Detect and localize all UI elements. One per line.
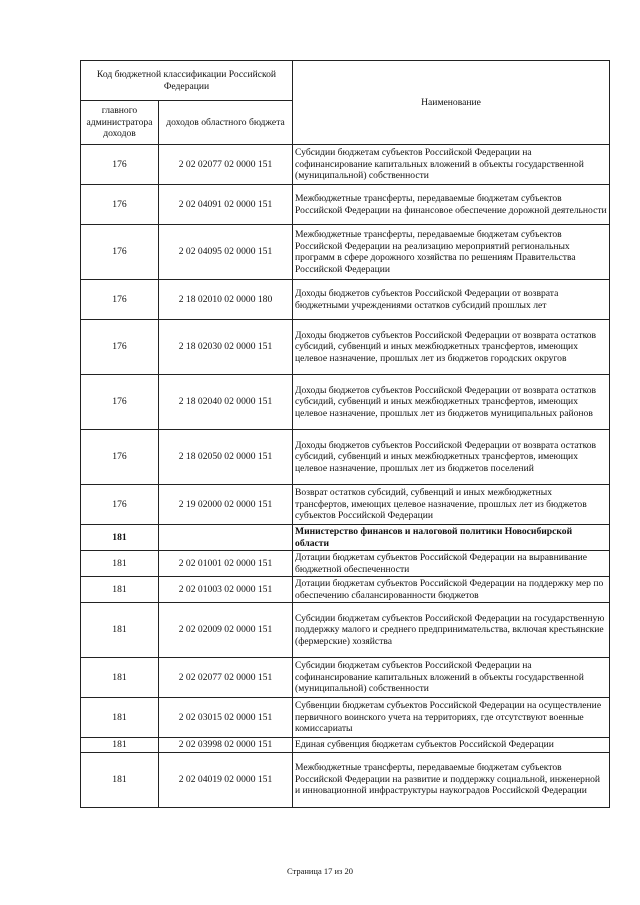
code-cell: 2 18 02030 02 0000 151 bbox=[159, 320, 293, 375]
code-cell: 2 02 04095 02 0000 151 bbox=[159, 225, 293, 280]
name-cell: Министерство финансов и налоговой политики Новосибирской области bbox=[293, 525, 610, 551]
code-cell: 2 02 02009 02 0000 151 bbox=[159, 603, 293, 658]
budget-classification-table bbox=[80, 60, 610, 808]
code-cell: 2 18 02010 02 0000 180 bbox=[159, 280, 293, 320]
admin-cell: 181 bbox=[81, 603, 159, 658]
table-row bbox=[81, 320, 610, 375]
table-row bbox=[81, 525, 610, 551]
name-cell: Субсидии бюджетам субъектов Российской Федерации на софинансирование капитальных вложений в объекты государственной (муниципальной) собственности bbox=[293, 145, 610, 185]
admin-cell: 181 bbox=[81, 577, 159, 603]
admin-cell: 176 bbox=[81, 145, 159, 185]
name-cell: Доходы бюджетов субъектов Российской Федерации от возврата остатков субсидий, субвенций и иных межбюджетных трансфертов, имеющих целевое назначение, прошлых лет из бюджетов муниципальных районов bbox=[293, 375, 610, 430]
admin-cell: 176 bbox=[81, 485, 159, 525]
header-code: доходов областного бюджета bbox=[159, 101, 293, 145]
table-row bbox=[81, 485, 610, 525]
admin-cell: 176 bbox=[81, 375, 159, 430]
code-cell: 2 02 03998 02 0000 151 bbox=[159, 738, 293, 753]
name-cell: Доходы бюджетов субъектов Российской Федерации от возврата остатков субсидий, субвенций и иных межбюджетных трансфертов, имеющих целевое назначение, прошлых лет из бюджетов поселений bbox=[293, 430, 610, 485]
name-cell: Доходы бюджетов субъектов Российской Федерации от возврата бюджетными учреждениями остатков субсидий прошлых лет bbox=[293, 280, 610, 320]
admin-cell: 176 bbox=[81, 280, 159, 320]
table-row bbox=[81, 658, 610, 698]
code-cell: 2 02 02077 02 0000 151 bbox=[159, 658, 293, 698]
admin-cell: 176 bbox=[81, 225, 159, 280]
admin-cell: 181 bbox=[81, 525, 159, 551]
header-group-title: Код бюджетной классификации Российской Федерации bbox=[81, 61, 293, 101]
admin-cell: 181 bbox=[81, 738, 159, 753]
table-row bbox=[81, 280, 610, 320]
admin-cell: 176 bbox=[81, 430, 159, 485]
name-cell: Возврат остатков субсидий, субвенций и иных межбюджетных трансфертов, имеющих целевое назначение, прошлых лет из бюджетов субъектов Российской Федерации bbox=[293, 485, 610, 525]
header-name: Наименование bbox=[293, 61, 610, 145]
table-header bbox=[81, 61, 610, 145]
code-cell: 2 02 01003 02 0000 151 bbox=[159, 577, 293, 603]
header-admin: главного администратора доходов bbox=[81, 101, 159, 145]
code-cell bbox=[159, 525, 293, 551]
code-cell: 2 02 01001 02 0000 151 bbox=[159, 551, 293, 577]
table-row bbox=[81, 551, 610, 577]
table-row bbox=[81, 375, 610, 430]
name-cell: Межбюджетные трансферты, передаваемые бюджетам субъектов Российской Федерации на финансовое обеспечение дорожной деятельности bbox=[293, 185, 610, 225]
admin-cell: 176 bbox=[81, 185, 159, 225]
name-cell: Межбюджетные трансферты, передаваемые бюджетам субъектов Российской Федерации на реализацию мероприятий региональных программ в сфере дорожного хозяйства по решениям Правительства Российской Федерации bbox=[293, 225, 610, 280]
name-cell: Дотации бюджетам субъектов Российской Федерации на выравнивание бюджетной обеспеченности bbox=[293, 551, 610, 577]
table-row bbox=[81, 185, 610, 225]
table-body bbox=[81, 145, 610, 808]
code-cell: 2 02 04019 02 0000 151 bbox=[159, 752, 293, 807]
admin-cell: 181 bbox=[81, 752, 159, 807]
name-cell: Субсидии бюджетам субъектов Российской Федерации на софинансирование капитальных вложений в объекты государственной (муниципальной) собственности bbox=[293, 658, 610, 698]
name-cell: Дотации бюджетам субъектов Российской Федерации на поддержку мер по обеспечению сбалансированности бюджетов bbox=[293, 577, 610, 603]
admin-cell: 176 bbox=[81, 320, 159, 375]
code-cell: 2 18 02040 02 0000 151 bbox=[159, 375, 293, 430]
code-cell: 2 18 02050 02 0000 151 bbox=[159, 430, 293, 485]
code-cell: 2 02 04091 02 0000 151 bbox=[159, 185, 293, 225]
table-row bbox=[81, 430, 610, 485]
table-row bbox=[81, 752, 610, 807]
admin-cell: 181 bbox=[81, 658, 159, 698]
table-row bbox=[81, 603, 610, 658]
table-row bbox=[81, 738, 610, 753]
table-row bbox=[81, 225, 610, 280]
code-cell: 2 02 03015 02 0000 151 bbox=[159, 698, 293, 738]
table-row bbox=[81, 577, 610, 603]
admin-cell: 181 bbox=[81, 551, 159, 577]
code-cell: 2 19 02000 02 0000 151 bbox=[159, 485, 293, 525]
table-row bbox=[81, 145, 610, 185]
admin-cell: 181 bbox=[81, 698, 159, 738]
name-cell: Доходы бюджетов субъектов Российской Федерации от возврата остатков субсидий, субвенций и иных межбюджетных трансфертов, имеющих целевое назначение, прошлых лет из бюджетов городских округов bbox=[293, 320, 610, 375]
name-cell: Субсидии бюджетам субъектов Российской Федерации на государственную поддержку малого и среднего предпринимательства, включая крестьянские (фермерские) хозяйства bbox=[293, 603, 610, 658]
code-cell: 2 02 02077 02 0000 151 bbox=[159, 145, 293, 185]
name-cell: Единая субвенция бюджетам субъектов Российской Федерации bbox=[293, 738, 610, 753]
name-cell: Межбюджетные трансферты, передаваемые бюджетам субъектов Российской Федерации на развитие и поддержку социальной, инженерной и инновационной инфраструктуры наукоградов Российской Федерации bbox=[293, 752, 610, 807]
page-number: Страница 17 из 20 bbox=[286, 866, 354, 876]
name-cell: Субвенции бюджетам субъектов Российской Федерации на осуществление первичного воинского учета на территориях, где отсутствуют военные комиссариаты bbox=[293, 698, 610, 738]
table-row bbox=[81, 698, 610, 738]
